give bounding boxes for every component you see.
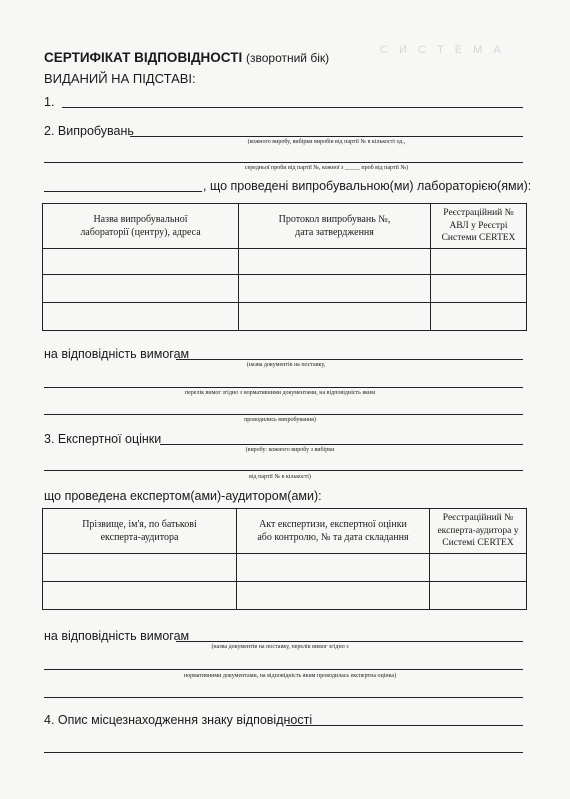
lab-cell[interactable] (239, 275, 431, 303)
lab-cell[interactable] (431, 275, 527, 303)
item-1-line (62, 107, 523, 108)
document-title (44, 50, 329, 65)
lab-table-header-reg: Реєстраційний № АВЛ у Реєстрі Системи CERTEX (431, 204, 527, 249)
req-1-hint-1: (назва документів на поставку, (246, 362, 326, 368)
item-2-hint-1: (кожного виробу, вибірки виробів від партії № в кількості од., (247, 139, 406, 145)
title-note: (зворотний бік) (245, 51, 330, 65)
req-1-hint-2: перелік вимог згідно з нормативними документами, на відповідність яким (184, 390, 376, 396)
item-3-label: 3. Експертної оцінки (44, 432, 162, 446)
lab-cell[interactable] (431, 303, 527, 331)
expert-table-header-act: Акт експертизи, експертної оцінки або контролю, № та дата складання (237, 509, 430, 554)
item-2-line-1 (130, 136, 523, 137)
expert-table-header-name: Прізвище, ім'я, по батькові експерта-аудитора (43, 509, 237, 554)
req-1-hint-3: проводились випробування) (244, 417, 316, 423)
req-1-line-2 (44, 387, 523, 388)
req-1-line-3 (44, 414, 523, 415)
expert-cell[interactable] (430, 554, 527, 582)
title-bold: СЕРТИФІКАТ ВІДПОВІДНОСТІ (44, 50, 243, 65)
lab-table-row (43, 303, 527, 331)
expert-table (42, 508, 527, 610)
lab-cell[interactable] (239, 303, 431, 331)
item-2-line-2 (44, 162, 523, 163)
item-3-line-1 (160, 444, 523, 445)
item-4-line-1 (286, 725, 523, 726)
lab-cell[interactable] (431, 249, 527, 275)
item-2-label: 2. Випробувань (44, 124, 134, 138)
item-4-label: 4. Опис місцезнаходження знаку відповідності (44, 713, 313, 727)
lab-cell[interactable] (43, 275, 239, 303)
lab-table-row (43, 275, 527, 303)
laboratory-table (42, 203, 527, 331)
item-1-number: 1. (44, 95, 55, 109)
req-2-line-3 (44, 697, 523, 698)
req-2-line-2 (44, 669, 523, 670)
expert-table-header-reg: Реєстраційний № експерта-аудитора у Системі CERTEX (430, 509, 527, 554)
lab-table-header-protocol: Протокол випробувань №, дата затвердження (239, 204, 431, 249)
item-3-hint-1: (виробу: кожного виробу з вибірки (245, 447, 335, 453)
req-2-hint-1: (назва документів на поставку, перелік вимог згідно з (211, 644, 349, 650)
lab-cell[interactable] (43, 303, 239, 331)
lab-cell[interactable] (43, 249, 239, 275)
issued-basis-heading: ВИДАНИЙ НА ПІДСТАВІ: (44, 71, 196, 86)
req-1-label: на відповідність вимогам (44, 347, 190, 361)
bleed-through-text: С И С Т Е М А (380, 44, 505, 56)
item-3-hint-2: від партії № в кількості) (249, 474, 311, 480)
expert-cell[interactable] (237, 582, 430, 610)
item-3-line-2 (44, 470, 523, 471)
lab-table-row (43, 249, 527, 275)
item-4-line-2 (44, 752, 523, 753)
item-3-suffix: що проведена експертом(ами)-аудитором(ами): (44, 489, 322, 503)
expert-cell[interactable] (43, 582, 237, 610)
expert-cell[interactable] (237, 554, 430, 582)
req-1-line-1 (176, 359, 523, 360)
req-2-hint-2: нормативними документами, на відповідність яким проводилась експертна оцінка) (183, 673, 397, 679)
expert-cell[interactable] (43, 554, 237, 582)
expert-table-row (43, 554, 527, 582)
lab-cell[interactable] (239, 249, 431, 275)
item-2-hint-2: середньої проби від партії №, кожної з _____ проб від партії №) (244, 165, 409, 171)
req-2-line-1 (176, 641, 523, 642)
item-2-suffix: , що проведені випробувальною(ми) лабораторією(ями): (203, 179, 532, 193)
lab-table-header-name: Назва випробувальної лабораторії (центру), адреса (43, 204, 239, 249)
req-2-label: на відповідність вимогам (44, 629, 190, 643)
expert-table-row (43, 582, 527, 610)
expert-cell[interactable] (430, 582, 527, 610)
item-2-line-3 (44, 191, 202, 192)
